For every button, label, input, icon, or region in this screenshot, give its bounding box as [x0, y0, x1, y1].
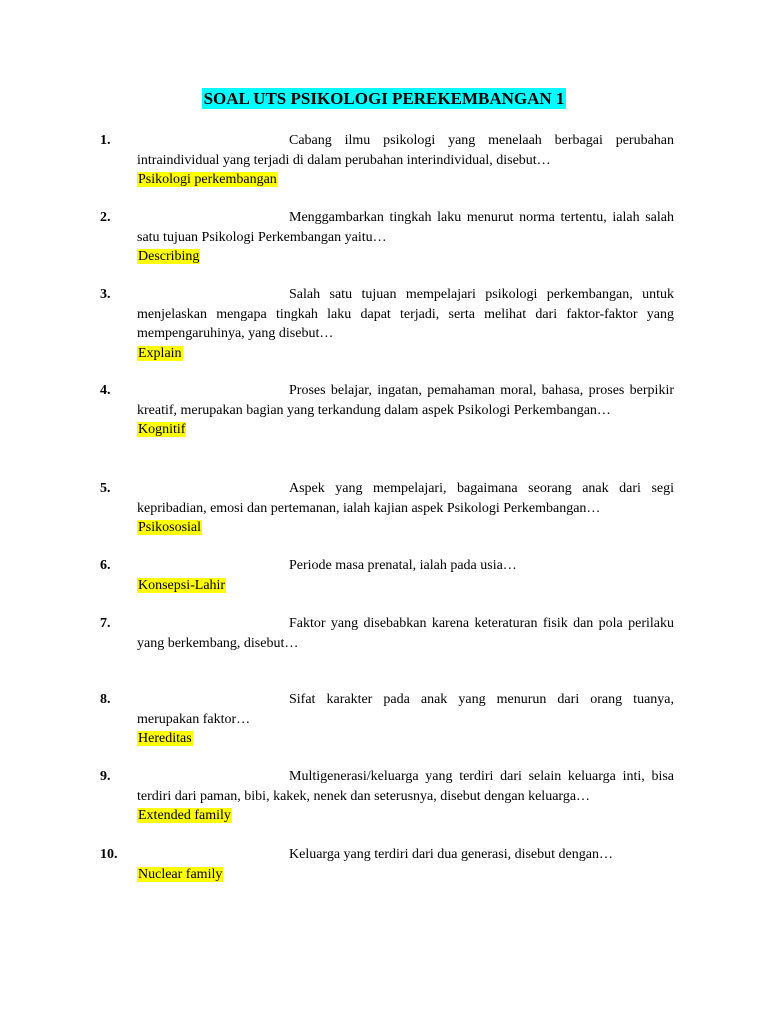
answer-highlight: Extended family — [138, 808, 231, 823]
question-body — [137, 479, 674, 538]
question-text: Keluarga yang terdiri dari dua generasi, disebut dengan… — [289, 847, 613, 862]
question-body — [137, 131, 674, 190]
title-wrap — [0, 88, 768, 109]
answer-highlight: Hereditas — [138, 731, 192, 746]
question-number: 4. — [100, 383, 111, 398]
answer-highlight: Konsepsi-Lahir — [138, 577, 226, 593]
question-text: Multigenerasi/keluarga yang terdiri dari selain keluarga inti, bisa terdiri dari paman, bibi, kakek, nenek dan seterusnya, disebut dengan keluarga… — [137, 769, 674, 804]
answer-highlight: Nuclear family — [138, 866, 223, 882]
question-text: Salah satu tujuan mempelajari psikologi perkembangan, untuk menjelaskan mengapa tingkah laku dapat terjadi, serta melihat dari faktor-faktor yang mempengaruhinya, yang disebut… — [137, 287, 674, 341]
question-text: Faktor yang disebabkan karena keteraturan fisik dan pola perilaku yang berkembang, disebut… — [137, 616, 674, 651]
question-body — [137, 845, 674, 884]
question-number: 9. — [100, 769, 111, 784]
answer-line — [137, 344, 674, 364]
question-text: Menggambarkan tingkah laku menurut norma tertentu, ialah salah satu tujuan Psikologi Perkembangan yaitu… — [137, 210, 674, 245]
answer-line — [137, 576, 674, 596]
answer-line — [137, 865, 674, 885]
question-number: 10. — [100, 847, 118, 862]
question-number: 5. — [100, 481, 111, 496]
answer-highlight: Explain — [138, 345, 182, 361]
answer-highlight: Psikologi perkembangan — [138, 172, 277, 187]
question-number: 2. — [100, 210, 111, 225]
question-body — [137, 614, 674, 653]
question-text: Aspek yang mempelajari, bagaimana seorang anak dari segi kepribadian, emosi dan pertemanan, ialah kajian aspek Psikologi Perkembangan… — [137, 481, 674, 516]
answer-highlight: Describing — [138, 249, 200, 264]
answer-line — [137, 247, 674, 267]
question-number: 6. — [100, 558, 111, 573]
question-body — [137, 690, 674, 749]
question-body — [137, 556, 674, 595]
question-number: 8. — [100, 692, 111, 707]
answer-line — [137, 420, 674, 440]
question-text: Proses belajar, ingatan, pemahaman moral, bahasa, proses berpikir kreatif, merupakan bagian yang terkandung dalam aspek Psikologi Perkembangan… — [137, 383, 674, 418]
document-title: SOAL UTS PSIKOLOGI PEREKEMBANGAN 1 — [203, 89, 565, 108]
answer-highlight: Psikososial — [138, 520, 202, 535]
question-body — [137, 285, 674, 363]
answer-line — [137, 729, 674, 749]
question-text: Sifat karakter pada anak yang menurun dari orang tuanya, merupakan faktor… — [137, 692, 674, 727]
question-number: 7. — [100, 616, 111, 631]
question-number: 1. — [100, 133, 111, 148]
answer-line — [137, 170, 674, 190]
question-body — [137, 208, 674, 267]
question-text: Periode masa prenatal, ialah pada usia… — [289, 558, 517, 573]
answer-line — [137, 518, 674, 538]
question-number: 3. — [100, 287, 111, 302]
question-body — [137, 767, 674, 826]
question-text: Cabang ilmu psikologi yang menelaah berbagai perubahan intraindividual yang terjadi di dalam perubahan interindividual, disebut… — [137, 133, 674, 168]
answer-highlight: Kognitif — [138, 422, 186, 437]
answer-line — [137, 806, 674, 826]
question-body — [137, 381, 674, 440]
